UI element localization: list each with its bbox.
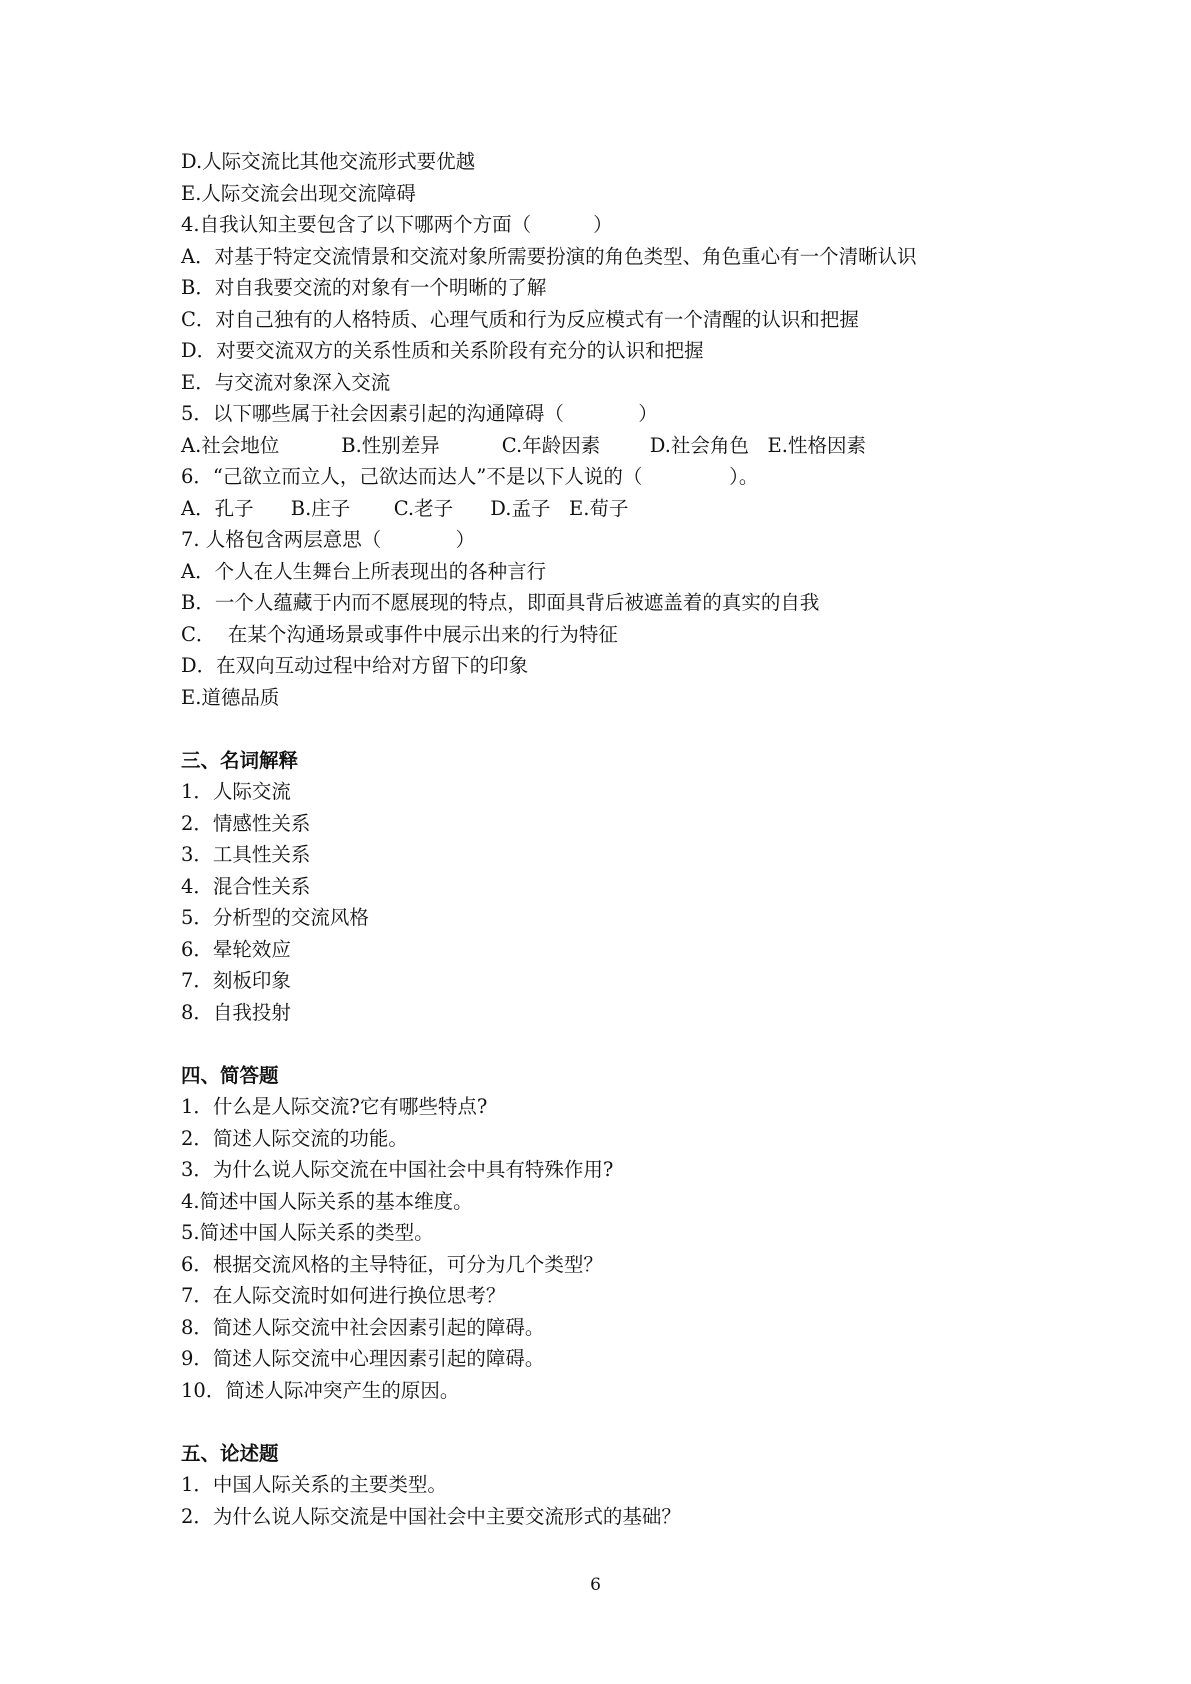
option-line: D．对要交流双方的关系性质和关系阶段有充分的认识和把握 [181,339,704,362]
term-item: 6．晕轮效应 [181,937,291,961]
question-item: 1．什么是人际交流?它有哪些特点? [181,1095,488,1118]
section-spacer [181,1028,1081,1060]
multiple-choice-continued [181,146,1081,713]
question-item: 2．简述人际交流的功能。 [181,1126,408,1150]
question-item: 10．简述人际冲突产生的原因。 [181,1378,460,1402]
option-line: A.社会地位 B.性别差异 C.年龄因素 D.社会角色 E.性格因素 [181,433,866,457]
question-line: 5．以下哪些属于社会因素引起的沟通障碍（ ） [181,402,658,425]
question-item: 6．根据交流风格的主导特征，可分为几个类型？ [181,1252,603,1276]
option-line: B．对自我要交流的对象有一个明晰的了解 [181,276,547,299]
option-line: A．对基于特定交流情景和交流对象所需要扮演的角色类型、角色重心有一个清晰认识 [181,244,917,268]
term-item: 3．工具性关系 [181,843,311,866]
option-line: B．一个人蕴藏于内而不愿展现的特点，即面具背后被遮盖着的真实的自我 [181,591,820,614]
section-heading: 四、简答题 [181,1063,279,1087]
question-line: 7. 人格包含两层意思（ ） [181,528,476,551]
term-item: 8．自我投射 [181,1000,291,1024]
document-body [181,146,1081,1532]
section-heading: 三、名词解释 [181,748,299,772]
question-item: 7．在人际交流时如何进行换位思考？ [181,1284,506,1307]
option-line: D．在双向互动过程中给对方留下的印象 [181,654,529,677]
question-item: 8．简述人际交流中社会因素引起的障碍。 [181,1315,545,1339]
question-item: 5.简述中国人际关系的类型。 [181,1221,434,1244]
term-item: 2．情感性关系 [181,811,311,835]
option-line: C． 在某个沟通场景或事件中展示出来的行为特征 [181,622,618,646]
term-item: 4．混合性关系 [181,874,311,898]
section-terms [181,745,1081,1029]
question-line: 4.自我认知主要包含了以下哪两个方面（ ） [181,213,613,236]
option-line: D.人际交流比其他交流形式要优越 [181,150,476,173]
term-item: 5．分析型的交流风格 [181,906,369,929]
option-line: E.道德品质 [181,685,280,709]
option-line: A．个人在人生舞台上所表现出的各种言行 [181,559,547,583]
section-short-answer [181,1060,1081,1407]
section-spacer [181,713,1081,745]
section-essay [181,1438,1081,1533]
term-item: 1．人际交流 [181,780,291,803]
question-item: 9．简述人际交流中心理因素引起的障碍。 [181,1347,545,1370]
option-line: C．对自己独有的人格特质、心理气质和行为反应模式有一个清醒的认识和把握 [181,307,859,331]
section-heading: 五、论述题 [181,1441,279,1465]
question-item: 3．为什么说人际交流在中国社会中具有特殊作用? [181,1158,614,1181]
term-item: 7．刻板印象 [181,969,291,992]
option-line: A．孔子 B.庄子 C.老子 D.孟子 E.荀子 [181,496,629,520]
question-item: 4.简述中国人际关系的基本维度。 [181,1189,473,1213]
option-line: E.人际交流会出现交流障碍 [181,181,416,205]
section-spacer [181,1406,1081,1438]
option-line: E．与交流对象深入交流 [181,370,391,394]
question-item: 2．为什么说人际交流是中国社会中主要交流形式的基础？ [181,1504,681,1528]
question-line: 6．“己欲立而立人，己欲达而达人”不是以下人说的（ ）。 [181,465,759,488]
page-number: 6 [590,1575,601,1595]
question-item: 1．中国人际关系的主要类型。 [181,1473,447,1496]
